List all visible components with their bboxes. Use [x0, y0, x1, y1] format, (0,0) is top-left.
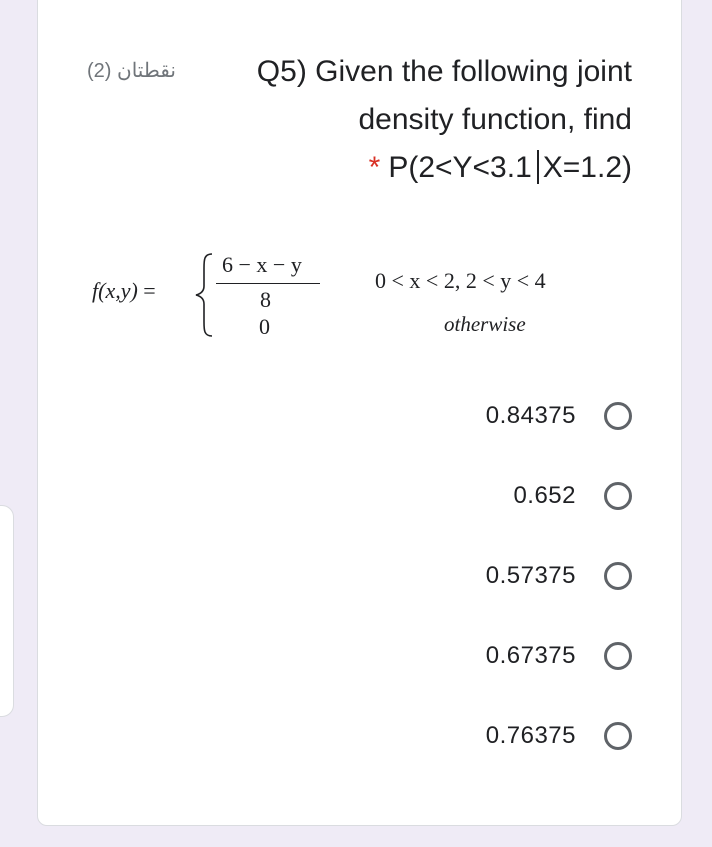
condition-range: 0 < x < 2, 2 < y < 4: [375, 268, 546, 293]
points-label: نقطتان (2): [87, 60, 176, 82]
probability-right: X=1.2): [542, 151, 632, 184]
question-line-1: Q5) Given the following joint: [256, 55, 632, 88]
required-asterisk: *: [368, 151, 381, 184]
option-1[interactable]: [486, 396, 632, 436]
option-label: 0.84375: [485, 402, 576, 429]
fraction-line: [216, 283, 320, 284]
question-line-2: density function, find: [358, 103, 632, 136]
option-2[interactable]: [486, 476, 632, 516]
option-label: 0.76375: [485, 722, 576, 749]
probability-left: P(2<Y<3.1: [388, 151, 532, 184]
radio-button[interactable]: [604, 482, 632, 510]
option-5[interactable]: [486, 716, 632, 756]
radio-button[interactable]: [604, 722, 632, 750]
condition-otherwise: otherwise: [444, 312, 526, 336]
adjacent-card: [0, 505, 14, 717]
formula-lhs: [92, 278, 156, 304]
formula-zero: 0: [259, 314, 270, 339]
radio-button[interactable]: [604, 402, 632, 430]
question-title: [212, 48, 632, 192]
density-formula: [92, 240, 632, 350]
option-label: 0.57375: [485, 562, 576, 589]
option-label: 0.652: [513, 482, 576, 509]
question-line-3: [212, 144, 632, 192]
option-4[interactable]: [486, 636, 632, 676]
formula-numerator: 6 − x − y: [222, 252, 302, 277]
radio-button[interactable]: [604, 562, 632, 590]
option-3[interactable]: [486, 556, 632, 596]
radio-button[interactable]: [604, 642, 632, 670]
answer-options: [486, 396, 632, 796]
curly-brace-icon: [194, 252, 214, 338]
conditional-bar: [537, 150, 539, 184]
formula-function: f(x,y): [92, 278, 138, 303]
formula-denominator: 8: [260, 287, 271, 312]
formula-equals: =: [143, 278, 156, 303]
option-label: 0.67375: [485, 642, 576, 669]
